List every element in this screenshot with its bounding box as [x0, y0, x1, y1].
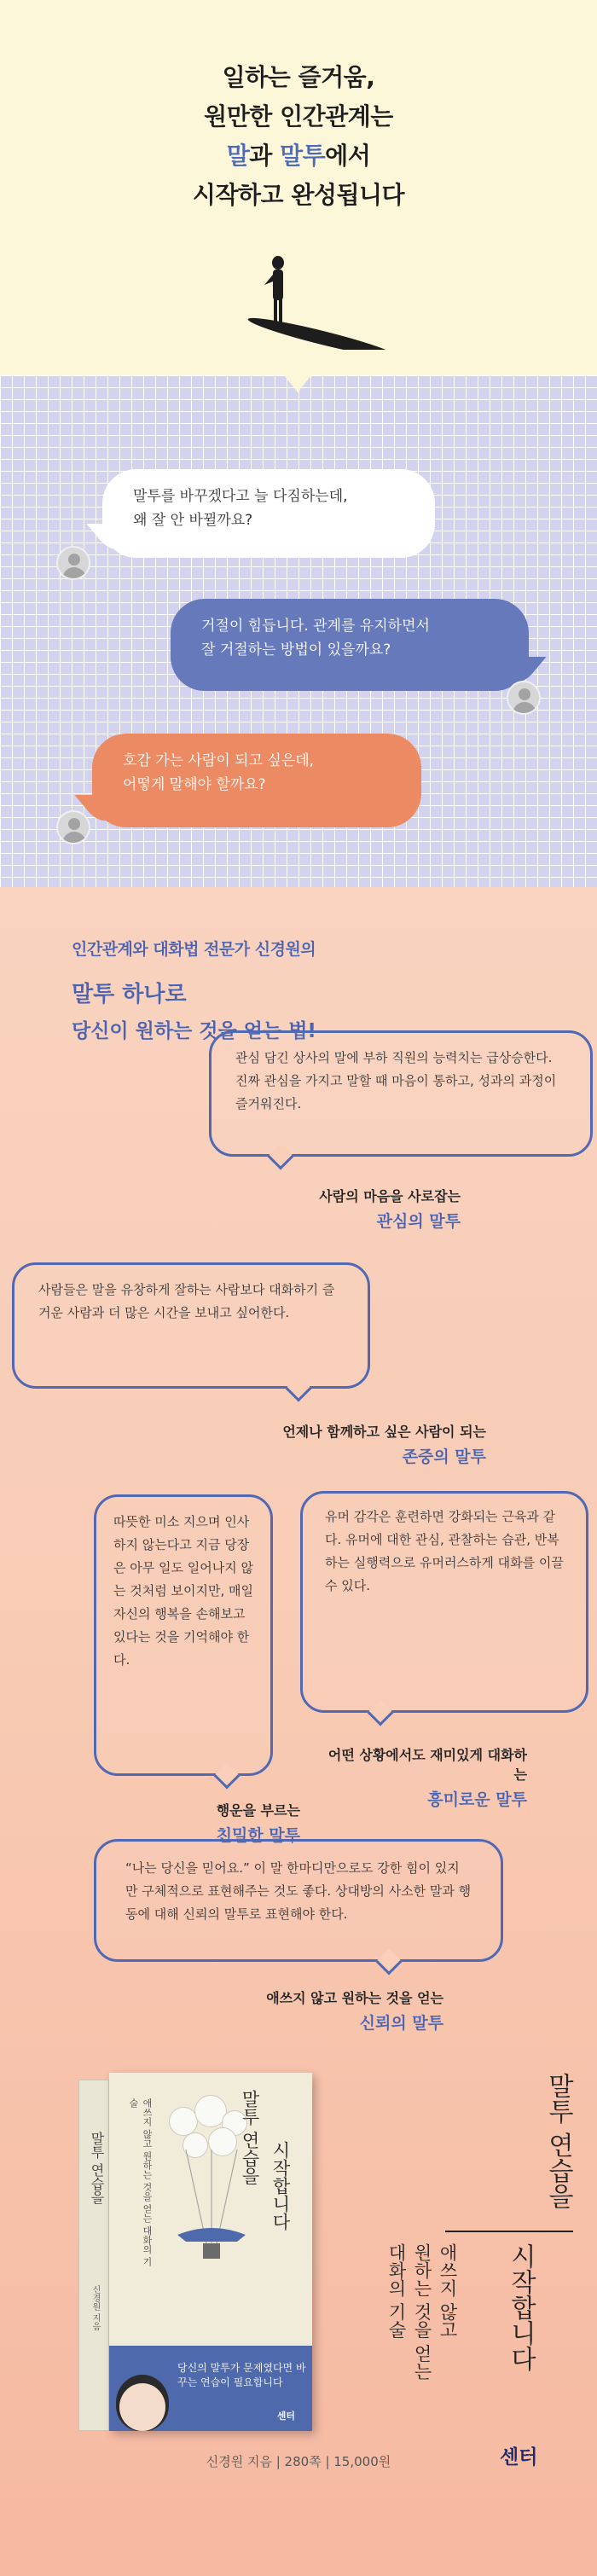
tone-caption: 애쓰지 않고 원하는 것을 얻는 신뢰의 말투 [266, 1990, 443, 2033]
publisher-logo: 센터 [500, 2446, 538, 2469]
headline-line: 시작하고 완성됩니다 [192, 181, 405, 209]
user-avatar-icon [56, 546, 90, 580]
standing-person-illustration [222, 256, 392, 350]
tone-card: 관심 담긴 상사의 말에 부하 직원의 능력치는 급상승한다. 진짜 관심을 가지고 말할 때 마음이 통하고, 성과의 과정이 즐거워진다. [209, 1030, 593, 1157]
tone-card: 따뜻한 미소 지으며 인사하지 않는다고 지금 당장은 아무 일도 일어나지 않는 것처럼 보이지만, 매일 자신의 행복을 손해보고 있다는 것을 기억해야 한다. [94, 1494, 273, 1776]
book-front-cover: 말투 연습을 시작합니다 애쓰지 않고 원하는 것을 얻는 대화의 기술 당신의 말투가 문제였다면 바꾸는 연습이 필요합니다 센터 [109, 2073, 312, 2431]
book-info: 신경원 지음 | 280쪽 | 15,000원 [206, 2454, 391, 2469]
user-avatar-icon [56, 810, 90, 844]
right-subtitle: 대화의 기술 [386, 2243, 407, 2339]
headline-line: 말과 말투에서 [226, 142, 371, 170]
right-subtitle: 애쓰지 않고 [438, 2243, 458, 2339]
tone-types-section [0, 887, 597, 2576]
headline-section [0, 0, 597, 375]
book-band: 당신의 말투가 문제였다면 바꾸는 연습이 필요합니다 센터 [109, 2346, 312, 2431]
right-title-main-a: 말투 연습을 [543, 2073, 573, 2209]
headline-line: 일하는 즐거움, [222, 63, 375, 91]
right-title-main-b: 시작합니다 [506, 2243, 536, 2371]
tone-card: “나는 당신을 믿어요.” 이 말 한마디만으로도 강한 힘이 있지만 구체적으로 표현해주는 것도 좋다. 상대방의 사소한 말과 행동에 대해 신뢰의 말투로 표현해야 한다. [94, 1839, 503, 1962]
intro-subtitle: 인간관계와 대화법 전문가 신경원의 [72, 940, 316, 959]
tone-caption: 사람의 마음을 사로잡는 관심의 말투 [319, 1188, 461, 1231]
tone-card: 유머 감각은 훈련하면 강화되는 근육과 같다. 유머에 대한 관심, 관찰하는 습관, 반복하는 실행력으로 유머러스하게 대화를 이끌 수 있다. [300, 1491, 588, 1713]
question-chat-section [0, 375, 597, 887]
right-subtitle: 원하는 것을 얻는 [412, 2243, 432, 2381]
tone-caption: 행운을 부르는 친밀한 말투 [216, 1802, 300, 1845]
intro-block [72, 937, 549, 1043]
tone-card: 사람들은 말을 유창하게 잘하는 사람보다 대화하기 즐거운 사람과 더 많은 시간을 보내고 싶어한다. [12, 1262, 370, 1389]
headline-line: 원만한 인간관계는 [204, 102, 393, 131]
headline [0, 58, 597, 215]
title-divider [445, 2231, 573, 2232]
user-avatar-icon [507, 681, 541, 715]
question-bubble: 호감 가는 사람이 되고 싶은데, 어떻게 말해야 할까요? [92, 734, 421, 827]
book-spine: 말투 연습을 신경원 지음 [78, 2080, 109, 2431]
intro-title: 말투 하나로 [72, 982, 187, 1007]
tone-caption: 언제나 함께하고 싶은 사람이 되는 존중의 말투 [282, 1424, 486, 1466]
tone-caption: 어떤 상황에서도 재미있게 대화하는 흥미로운 말투 [327, 1747, 527, 1809]
intro-title-2: 당신이 원하는 것을 얻는 법! [72, 1020, 316, 1042]
section-notch [284, 375, 311, 392]
book-cover-image [78, 2073, 317, 2431]
question-bubble: 거절이 힘듭니다. 관계를 유지하면서 잘 거절하는 방법이 있을까요? [171, 599, 529, 691]
question-bubble: 말투를 바꾸겠다고 늘 다짐하는데, 왜 잘 안 바뀔까요? [102, 469, 435, 558]
